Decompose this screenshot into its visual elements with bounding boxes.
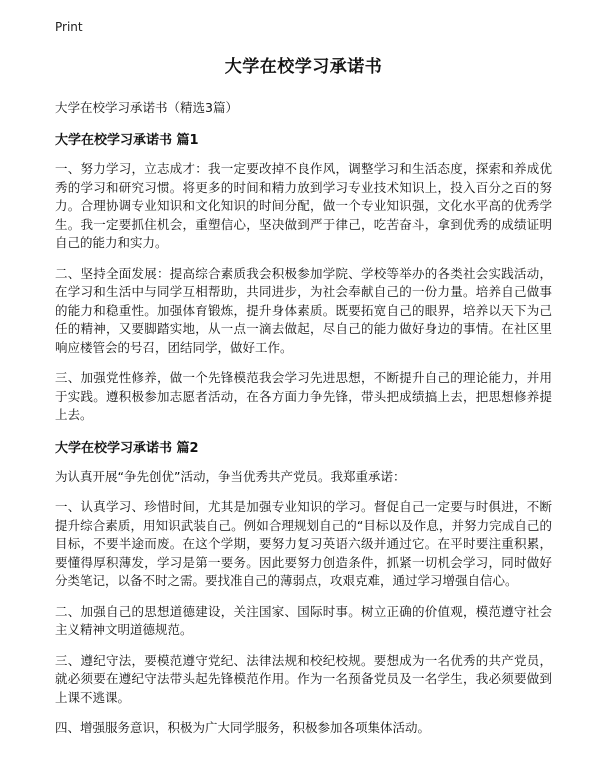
- print-link[interactable]: Print: [55, 20, 83, 34]
- section-heading: 大学在校学习承诺书 篇2: [55, 440, 199, 456]
- section-2: [55, 437, 552, 738]
- section-heading: 大学在校学习承诺书 篇1: [55, 133, 199, 148]
- page-title: 大学在校学习承诺书: [224, 57, 383, 77]
- section-1: [55, 129, 552, 425]
- document-body: [55, 52, 552, 750]
- paragraph: 二、坚持全面发展：提高综合素质我会积极参加学院、学校等举办的各类社会实践活动，在学习和生活中与同学互相帮助，共同进步，为社会奉献自己的一份力量。培养自己做事的能力和稳重性。加强体育锻炼，提升身体素质。既要拓宽自己的眼界，培养以天下为己任的精神，又要脚踏实地，从一点一滴去做起，尽自己的能力做好身边的事情。在社区里响应楼管会的号召，团结同学，做好工作。: [55, 265, 552, 355]
- paragraph: 一、认真学习、珍惜时间，尤其是加强专业知识的学习。督促自己一定要与时俱进，不断提升综合素质，用知识武装自己。例如合理规划自己的“目标以及作息，并努力完成自己的目标，不要半途而废。在这个学期，要努力复习英语六级并通过它。在平时要注重积累，要懂得厚积薄发，学习是第一要务。因此要努力创造条件，抓紧一切机会学习，同时做好分类笔记，以备不时之需。要找准自己的薄弱点，攻艰克难，通过学习增强自信心。: [55, 499, 552, 588]
- paragraph: 一、努力学习，立志成才：我一定要改掉不良作风，调整学习和生活态度，探索和养成优秀的学习和研究习惯。将更多的时间和精力放到学习专业技术知识上，投入百分之百的努力。合理协调专业知识和文化知识的时间分配，做一个专业知识强，文化水平高的优秀学生。我一定要抓住机会，重塑信心，坚决做到严于律己，吃苦奋斗，拿到优秀的成绩证明自己的能力和实力。: [55, 161, 552, 250]
- paragraph: 三、遵纪守法，要模范遵守党纪、法律法规和校纪校规。要想成为一名优秀的共产党员，就必须要在遵纪守法带头起先锋模范作用。作为一名预备党员及一名学生，我必须要做到上课不逃课。: [55, 652, 552, 705]
- paragraph: 三、加强党性修养，做一个先锋模范我会学习先进思想，不断提升自己的理论能力，并用于实践。遵积极参加志愿者活动，在各方面力争先锋，带头把成绩搞上去，把思想修养提上去。: [55, 370, 552, 422]
- paragraph: 四、增强服务意识，积极为广大同学服务，积极参加各项集体活动。: [55, 720, 431, 735]
- paragraph: 二、加强自己的思想道德建设，关注国家、国际时事。树立正确的价值观，模范遵守社会主义精神文明道德规范。: [55, 603, 552, 637]
- document-subtitle: 大学在校学习承诺书（精选3篇）: [55, 100, 238, 115]
- paragraph: 为认真开展“争先创优”活动，争当优秀共产党员。我郑重承诺：: [55, 468, 406, 484]
